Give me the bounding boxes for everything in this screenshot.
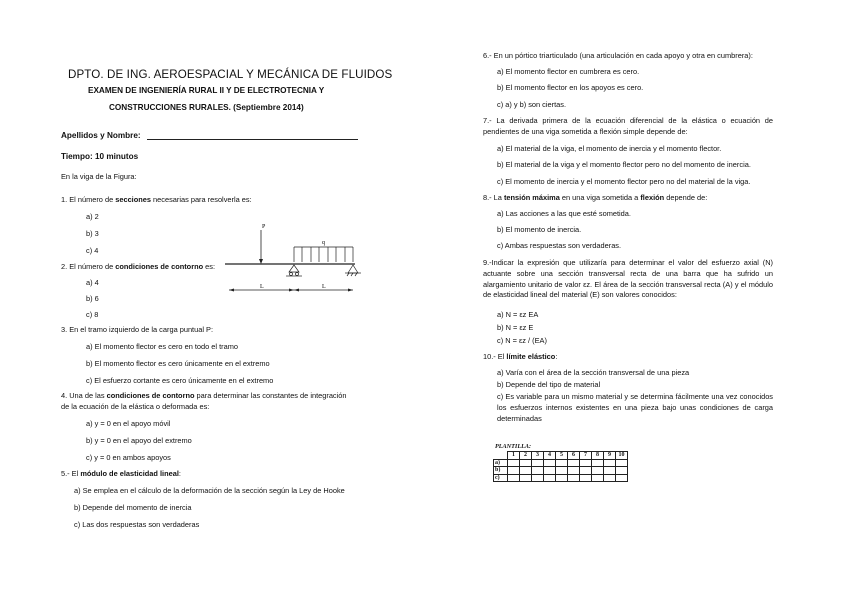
answer-cell[interactable] xyxy=(544,459,556,467)
row-label: b) xyxy=(494,467,508,475)
answer-cell[interactable] xyxy=(556,467,568,475)
col-header: 1 xyxy=(508,452,520,460)
answer-cell[interactable] xyxy=(520,474,532,482)
q4-option-c[interactable]: c) y = 0 en ambos apoyos xyxy=(86,453,171,462)
exam-title-line2: CONSTRUCCIONES RURALES. (Septiembre 2014) xyxy=(109,103,304,112)
distributed-load-arrows xyxy=(294,247,353,262)
answer-cell[interactable] xyxy=(556,474,568,482)
col-header: 8 xyxy=(592,452,604,460)
answer-row-c xyxy=(494,474,628,482)
q1-option-a[interactable]: a) 2 xyxy=(86,212,99,221)
answer-cell[interactable] xyxy=(568,474,580,482)
question-5: 5.- El módulo de elasticidad lineal: xyxy=(61,469,181,478)
q1-option-b[interactable]: b) 3 xyxy=(86,229,99,238)
load-q-label: q xyxy=(322,240,325,246)
answer-cell[interactable] xyxy=(532,474,544,482)
exam-title-line1: EXAMEN DE INGENIERÍA RURAL II Y DE ELECTROTECNIA Y xyxy=(88,86,325,95)
question-4: 4. Una de las condiciones de contorno para determinar las constantes de integración xyxy=(61,391,347,400)
answer-cell[interactable] xyxy=(592,474,604,482)
answer-cell[interactable] xyxy=(508,459,520,467)
q6-option-a[interactable]: a) El momento flector en cumbrera es cero. xyxy=(497,67,640,76)
col-header: 4 xyxy=(544,452,556,460)
question-1: 1. El número de secciones necesarias para resolverla es: xyxy=(61,195,252,204)
answer-cell[interactable] xyxy=(580,467,592,475)
row-label: c) xyxy=(494,474,508,482)
q2-option-c[interactable]: c) 8 xyxy=(86,310,99,319)
answer-cell[interactable] xyxy=(616,467,628,475)
answer-cell[interactable] xyxy=(508,474,520,482)
answer-row-a xyxy=(494,459,628,467)
time-limit: Tiempo: 10 minutos xyxy=(61,152,139,161)
question-2: 2. El número de condiciones de contorno es: xyxy=(61,262,216,271)
beam-figure xyxy=(225,218,365,300)
answer-template-table xyxy=(493,451,628,482)
q8-option-a[interactable]: a) Las acciones a las que esté sometida. xyxy=(497,209,631,218)
answer-cell[interactable] xyxy=(520,459,532,467)
answer-cell[interactable] xyxy=(604,459,616,467)
col-header: 9 xyxy=(604,452,616,460)
pin-support xyxy=(345,265,361,276)
col-header: 2 xyxy=(520,452,532,460)
q10-option-c[interactable]: c) Es variable para un mismo material y se determina fácilmente una vez conocidos los esfuerzos internos existentes en una pieza bajo unas condiciones de carga determinadas xyxy=(497,392,773,423)
question-9: 9.-Indicar la expresión que utilizaría para determinar el valor del esfuerzo axial (N) actuante sobre una sección transversal recta de una barra que ha sufrido un alargamiento unitario de valor εz. El área de la sección transversal recta (A) y el módulo de elasticidad lineal del material (E) son valores conocidos: xyxy=(483,258,773,300)
answer-cell[interactable] xyxy=(580,474,592,482)
q10-option-a[interactable]: a) Varía con el área de la sección transversal de una pieza xyxy=(497,368,690,377)
q8-option-b[interactable]: b) El momento de inercia. xyxy=(497,225,582,234)
question-10: 10.- El límite elástico: xyxy=(483,352,558,361)
answer-cell[interactable] xyxy=(508,467,520,475)
q9-option-a[interactable]: a) N = εz EA xyxy=(497,310,539,319)
q5-option-c[interactable]: c) Las dos respuestas son verdaderas xyxy=(74,520,200,529)
q5-option-a[interactable]: a) Se emplea en el cálculo de la deformación de la sección según la Ley de Hooke xyxy=(74,486,345,495)
answer-cell[interactable] xyxy=(544,467,556,475)
col-header: 6 xyxy=(568,452,580,460)
q4-option-b[interactable]: b) y = 0 en el apoyo del extremo xyxy=(86,436,192,445)
question-7: 7.- La derivada primera de la ecuación diferencial de la elástica o ecuación de pendientes de una viga sometida a flexión simple depende de: xyxy=(483,116,773,136)
question-8: 8.- La tensión máxima en una viga sometida a flexión depende de: xyxy=(483,193,708,202)
span-1-label: L xyxy=(260,284,264,290)
question-4-line2: de la ecuación de la elástica o deformada es: xyxy=(61,402,210,411)
load-p-label: P xyxy=(262,224,266,230)
col-header: 5 xyxy=(556,452,568,460)
q4-option-a[interactable]: a) y = 0 en el apoyo móvil xyxy=(86,419,171,428)
answer-row-b xyxy=(494,467,628,475)
q7-option-c[interactable]: c) El momento de inercia y el momento flector pero no del material de la viga. xyxy=(497,177,751,186)
roller-support xyxy=(286,265,302,276)
q9-option-c[interactable]: c) N = εz / (EA) xyxy=(497,336,547,345)
answer-cell[interactable] xyxy=(544,474,556,482)
answer-cell[interactable] xyxy=(520,467,532,475)
q5-option-b[interactable]: b) Depende del momento de inercia xyxy=(74,503,192,512)
answer-cell[interactable] xyxy=(568,467,580,475)
col-header: 3 xyxy=(532,452,544,460)
q8-option-c[interactable]: c) Ambas respuestas son verdaderas. xyxy=(497,241,622,250)
q9-option-b[interactable]: b) N = εz E xyxy=(497,323,534,332)
q3-option-b[interactable]: b) El momento flector es cero únicamente en el extremo xyxy=(86,359,270,368)
answer-cell[interactable] xyxy=(532,467,544,475)
q1-option-c[interactable]: c) 4 xyxy=(86,246,99,255)
q7-option-a[interactable]: a) El material de la viga, el momento de inercia y el momento flector. xyxy=(497,144,722,153)
name-field[interactable] xyxy=(147,139,358,140)
name-label: Apellidos y Nombre: xyxy=(61,131,141,140)
answer-cell[interactable] xyxy=(592,467,604,475)
col-header: 10 xyxy=(616,452,628,460)
answer-cell[interactable] xyxy=(604,467,616,475)
answer-cell[interactable] xyxy=(592,459,604,467)
span-2-label: L xyxy=(322,284,326,290)
q2-option-a[interactable]: a) 4 xyxy=(86,278,99,287)
q2-option-b[interactable]: b) 6 xyxy=(86,294,99,303)
col-header: 7 xyxy=(580,452,592,460)
q6-option-c[interactable]: c) a) y b) son ciertas. xyxy=(497,100,566,109)
question-3: 3. En el tramo izquierdo de la carga puntual P: xyxy=(61,325,214,334)
row-label: a) xyxy=(494,459,508,467)
answer-cell[interactable] xyxy=(568,459,580,467)
answer-template-header xyxy=(494,452,628,460)
q6-option-b[interactable]: b) El momento flector en los apoyos es cero. xyxy=(497,83,644,92)
answer-cell[interactable] xyxy=(580,459,592,467)
answer-cell[interactable] xyxy=(616,474,628,482)
question-6: 6.- En un pórtico triarticulado (una articulación en cada apoyo y otra en cumbrera): xyxy=(483,51,753,60)
q10-option-b[interactable]: b) Depende del tipo de material xyxy=(497,380,601,389)
point-load-arrowhead xyxy=(259,259,263,264)
answer-cell[interactable] xyxy=(604,474,616,482)
intro-text: En la viga de la Figura: xyxy=(61,172,137,181)
answer-cell[interactable] xyxy=(616,459,628,467)
answer-template-label: PLANTILLA: xyxy=(495,443,532,450)
answer-cell[interactable] xyxy=(532,459,544,467)
department-title: DPTO. DE ING. AEROESPACIAL Y MECÁNICA DE FLUIDOS xyxy=(68,68,393,81)
q7-option-b[interactable]: b) El material de la viga y el momento flector pero no del momento de inercia. xyxy=(497,160,751,169)
answer-cell[interactable] xyxy=(556,459,568,467)
q3-option-a[interactable]: a) El momento flector es cero en todo el tramo xyxy=(86,342,238,351)
q3-option-c[interactable]: c) El esfuerzo cortante es cero únicamente en el extremo xyxy=(86,376,274,385)
